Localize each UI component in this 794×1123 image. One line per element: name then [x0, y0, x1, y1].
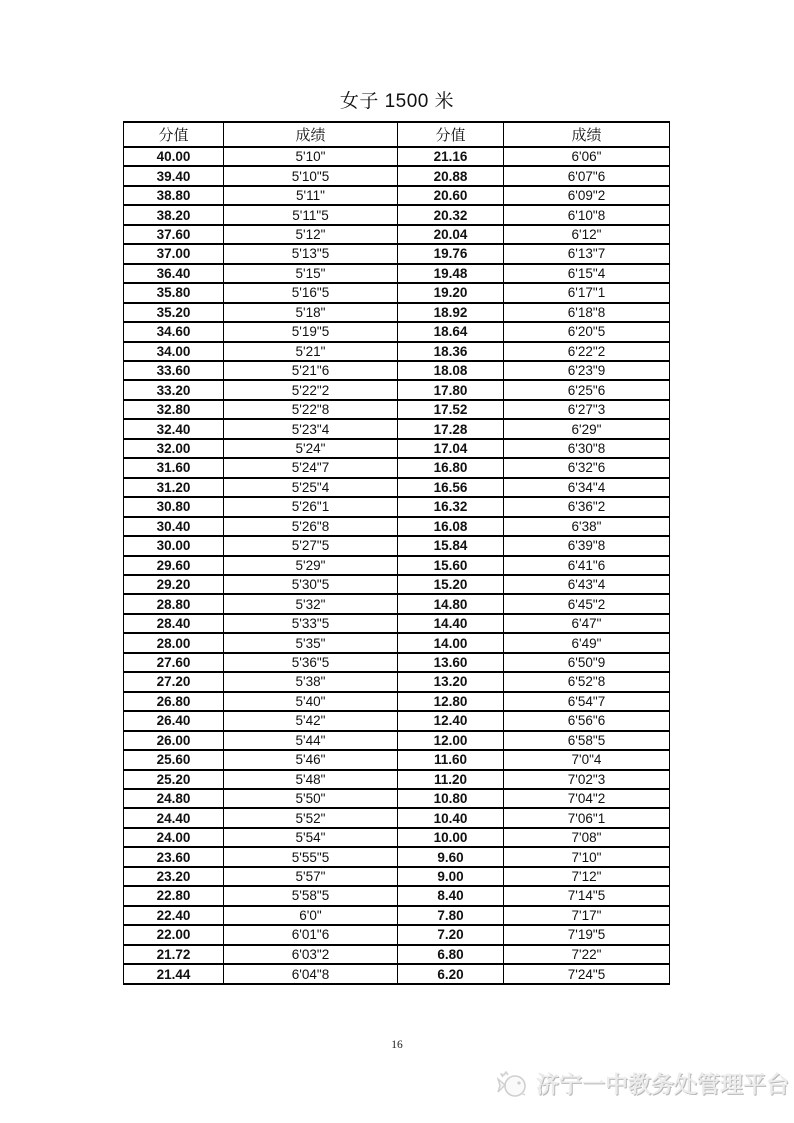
time-cell: 7'14"5 [504, 886, 670, 905]
score-cell: 39.40 [124, 166, 224, 185]
score-cell: 17.28 [398, 419, 504, 438]
table-row [124, 303, 670, 322]
time-cell: 7'10" [504, 847, 670, 866]
score-cell: 32.80 [124, 400, 224, 419]
time-cell: 5'55"5 [224, 847, 398, 866]
column-header-score-2: 分值 [398, 122, 504, 147]
time-cell: 6'03"2 [224, 945, 398, 964]
score-cell: 7.80 [398, 906, 504, 925]
time-cell: 5'10" [224, 147, 398, 166]
score-cell: 28.00 [124, 633, 224, 652]
table-row [124, 867, 670, 886]
score-cell: 13.60 [398, 653, 504, 672]
score-cell: 30.80 [124, 497, 224, 516]
time-cell: 6'45"2 [504, 594, 670, 613]
time-cell: 6'39"8 [504, 536, 670, 555]
score-cell: 22.00 [124, 925, 224, 944]
score-cell: 24.80 [124, 789, 224, 808]
table-row [124, 906, 670, 925]
score-cell: 7.20 [398, 925, 504, 944]
time-cell: 5'25"4 [224, 478, 398, 497]
time-cell: 5'54" [224, 828, 398, 847]
time-cell: 6'56"6 [504, 711, 670, 730]
score-cell: 22.80 [124, 886, 224, 905]
score-cell: 21.16 [398, 147, 504, 166]
time-cell: 5'42" [224, 711, 398, 730]
time-cell: 6'10"8 [504, 205, 670, 224]
table-row [124, 556, 670, 575]
watermark [495, 1069, 789, 1099]
time-cell: 5'21"6 [224, 361, 398, 380]
score-cell: 20.60 [398, 186, 504, 205]
score-cell: 32.40 [124, 419, 224, 438]
time-cell: 6'18"8 [504, 303, 670, 322]
score-cell: 20.04 [398, 225, 504, 244]
score-cell: 15.60 [398, 556, 504, 575]
score-cell: 9.60 [398, 847, 504, 866]
score-table [123, 121, 670, 985]
score-cell: 25.20 [124, 770, 224, 789]
score-cell: 26.40 [124, 711, 224, 730]
table-row [124, 653, 670, 672]
time-cell: 6'0" [224, 906, 398, 925]
table-row [124, 672, 670, 691]
score-cell: 34.60 [124, 322, 224, 341]
score-cell: 32.00 [124, 439, 224, 458]
time-cell: 5'44" [224, 731, 398, 750]
time-cell: 5'13"5 [224, 244, 398, 263]
score-cell: 21.72 [124, 945, 224, 964]
score-cell: 35.20 [124, 303, 224, 322]
table-row [124, 186, 670, 205]
score-cell: 23.20 [124, 867, 224, 886]
table-row [124, 225, 670, 244]
table-row [124, 517, 670, 536]
time-cell: 5'27"5 [224, 536, 398, 555]
score-cell: 37.60 [124, 225, 224, 244]
table-row [124, 886, 670, 905]
score-cell: 10.00 [398, 828, 504, 847]
time-cell: 5'19"5 [224, 322, 398, 341]
time-cell: 5'58"5 [224, 886, 398, 905]
score-cell: 16.32 [398, 497, 504, 516]
time-cell: 6'13"7 [504, 244, 670, 263]
score-cell: 12.80 [398, 692, 504, 711]
time-cell: 7'19"5 [504, 925, 670, 944]
score-cell: 29.60 [124, 556, 224, 575]
time-cell: 5'26"1 [224, 497, 398, 516]
time-cell: 6'04"8 [224, 964, 398, 984]
table-row [124, 945, 670, 964]
score-cell: 20.88 [398, 166, 504, 185]
score-cell: 18.08 [398, 361, 504, 380]
score-cell: 31.60 [124, 458, 224, 477]
time-cell: 6'29" [504, 419, 670, 438]
score-cell: 17.80 [398, 380, 504, 399]
score-cell: 31.20 [124, 478, 224, 497]
time-cell: 6'36"2 [504, 497, 670, 516]
score-cell: 20.32 [398, 205, 504, 224]
time-cell: 6'07"6 [504, 166, 670, 185]
time-cell: 5'33"5 [224, 614, 398, 633]
time-cell: 5'38" [224, 672, 398, 691]
score-cell: 14.40 [398, 614, 504, 633]
time-cell: 5'50" [224, 789, 398, 808]
time-cell: 5'24" [224, 439, 398, 458]
score-cell: 30.40 [124, 517, 224, 536]
time-cell: 5'35" [224, 633, 398, 652]
table-row [124, 380, 670, 399]
score-cell: 29.20 [124, 575, 224, 594]
score-cell: 24.40 [124, 808, 224, 827]
table-row [124, 808, 670, 827]
score-cell: 23.60 [124, 847, 224, 866]
score-cell: 12.40 [398, 711, 504, 730]
time-cell: 7'12" [504, 867, 670, 886]
time-cell: 6'09"2 [504, 186, 670, 205]
score-cell: 27.20 [124, 672, 224, 691]
time-cell: 5'26"8 [224, 517, 398, 536]
time-cell: 5'52" [224, 808, 398, 827]
time-cell: 5'15" [224, 264, 398, 283]
table-row [124, 400, 670, 419]
score-cell: 26.00 [124, 731, 224, 750]
table-row [124, 575, 670, 594]
time-cell: 6'58"5 [504, 731, 670, 750]
table-header-row [124, 122, 670, 147]
score-cell: 16.56 [398, 478, 504, 497]
score-cell: 11.20 [398, 770, 504, 789]
score-cell: 6.20 [398, 964, 504, 984]
time-cell: 6'32"6 [504, 458, 670, 477]
score-cell: 37.00 [124, 244, 224, 263]
time-cell: 5'30"5 [224, 575, 398, 594]
table-row [124, 244, 670, 263]
score-cell: 18.36 [398, 342, 504, 361]
score-cell: 34.00 [124, 342, 224, 361]
time-cell: 6'01"6 [224, 925, 398, 944]
page-title: 女子 1500 米 [339, 91, 455, 112]
table-row [124, 633, 670, 652]
table-row [124, 828, 670, 847]
score-cell: 40.00 [124, 147, 224, 166]
column-header-time-1: 成绩 [224, 122, 398, 147]
time-cell: 5'11"5 [224, 205, 398, 224]
time-cell: 6'54"7 [504, 692, 670, 711]
table-row [124, 497, 670, 516]
score-cell: 14.80 [398, 594, 504, 613]
time-cell: 7'02"3 [504, 770, 670, 789]
time-cell: 5'24"7 [224, 458, 398, 477]
table-row [124, 692, 670, 711]
score-cell: 19.48 [398, 264, 504, 283]
score-cell: 17.52 [398, 400, 504, 419]
time-cell: 6'50"9 [504, 653, 670, 672]
time-cell: 6'27"3 [504, 400, 670, 419]
table-row [124, 614, 670, 633]
score-cell: 22.40 [124, 906, 224, 925]
time-cell: 6'43"4 [504, 575, 670, 594]
score-cell: 14.00 [398, 633, 504, 652]
table-row [124, 925, 670, 944]
time-cell: 6'41"6 [504, 556, 670, 575]
score-cell: 15.20 [398, 575, 504, 594]
table-row [124, 770, 670, 789]
table-row [124, 264, 670, 283]
watermark-text: 济宁一中教务处管理平台 [536, 1070, 789, 1097]
time-cell: 5'57" [224, 867, 398, 886]
time-cell: 6'23"9 [504, 361, 670, 380]
table-row [124, 478, 670, 497]
table-row [124, 322, 670, 341]
time-cell: 6'52"8 [504, 672, 670, 691]
time-cell: 7'06"1 [504, 808, 670, 827]
time-cell: 6'12" [504, 225, 670, 244]
time-cell: 6'22"2 [504, 342, 670, 361]
time-cell: 6'20"5 [504, 322, 670, 341]
time-cell: 7'24"5 [504, 964, 670, 984]
time-cell: 7'17" [504, 906, 670, 925]
column-header-score-1: 分值 [124, 122, 224, 147]
table-row [124, 283, 670, 302]
table-row [124, 147, 670, 166]
time-cell: 5'29" [224, 556, 398, 575]
table-row [124, 789, 670, 808]
table-row [124, 594, 670, 613]
score-cell: 35.80 [124, 283, 224, 302]
score-cell: 8.40 [398, 886, 504, 905]
time-cell: 6'38" [504, 517, 670, 536]
table-row [124, 731, 670, 750]
score-cell: 26.80 [124, 692, 224, 711]
score-cell: 9.00 [398, 867, 504, 886]
time-cell: 6'17"1 [504, 283, 670, 302]
score-cell: 11.60 [398, 750, 504, 769]
time-cell: 5'21" [224, 342, 398, 361]
table-row [124, 536, 670, 555]
time-cell: 7'0"4 [504, 750, 670, 769]
table-body [124, 147, 670, 984]
score-cell: 28.80 [124, 594, 224, 613]
page-number: 16 [391, 1039, 403, 1051]
time-cell: 5'10"5 [224, 166, 398, 185]
score-cell: 12.00 [398, 731, 504, 750]
time-cell: 5'12" [224, 225, 398, 244]
time-cell: 5'23"4 [224, 419, 398, 438]
table-row [124, 166, 670, 185]
time-cell: 7'22" [504, 945, 670, 964]
score-cell: 36.40 [124, 264, 224, 283]
score-cell: 30.00 [124, 536, 224, 555]
score-cell: 24.00 [124, 828, 224, 847]
table-row [124, 439, 670, 458]
time-cell: 6'47" [504, 614, 670, 633]
time-cell: 5'22"8 [224, 400, 398, 419]
score-cell: 27.60 [124, 653, 224, 672]
time-cell: 5'16"5 [224, 283, 398, 302]
score-cell: 16.80 [398, 458, 504, 477]
score-cell: 10.40 [398, 808, 504, 827]
score-cell: 10.80 [398, 789, 504, 808]
score-cell: 17.04 [398, 439, 504, 458]
score-cell: 15.84 [398, 536, 504, 555]
time-cell: 7'08" [504, 828, 670, 847]
table-row [124, 342, 670, 361]
score-cell: 21.44 [124, 964, 224, 984]
column-header-time-2: 成绩 [504, 122, 670, 147]
time-cell: 6'25"6 [504, 380, 670, 399]
time-cell: 5'22"2 [224, 380, 398, 399]
time-cell: 6'30"8 [504, 439, 670, 458]
fish-logo-icon [495, 1069, 531, 1099]
time-cell: 5'40" [224, 692, 398, 711]
score-cell: 6.80 [398, 945, 504, 964]
time-cell: 5'11" [224, 186, 398, 205]
table-row [124, 458, 670, 477]
table-row [124, 847, 670, 866]
time-cell: 5'36"5 [224, 653, 398, 672]
time-cell: 5'18" [224, 303, 398, 322]
score-cell: 25.60 [124, 750, 224, 769]
time-cell: 6'06" [504, 147, 670, 166]
time-cell: 6'34"4 [504, 478, 670, 497]
table-row [124, 711, 670, 730]
score-cell: 16.08 [398, 517, 504, 536]
score-cell: 19.76 [398, 244, 504, 263]
table-row [124, 419, 670, 438]
time-cell: 6'49" [504, 633, 670, 652]
time-cell: 7'04"2 [504, 789, 670, 808]
table-row [124, 964, 670, 984]
score-cell: 33.20 [124, 380, 224, 399]
score-cell: 38.80 [124, 186, 224, 205]
time-cell: 5'32" [224, 594, 398, 613]
table-row [124, 750, 670, 769]
score-cell: 19.20 [398, 283, 504, 302]
table-row [124, 205, 670, 224]
score-cell: 18.64 [398, 322, 504, 341]
score-cell: 18.92 [398, 303, 504, 322]
time-cell: 5'46" [224, 750, 398, 769]
score-cell: 38.20 [124, 205, 224, 224]
time-cell: 6'15"4 [504, 264, 670, 283]
score-cell: 28.40 [124, 614, 224, 633]
time-cell: 5'48" [224, 770, 398, 789]
score-cell: 13.20 [398, 672, 504, 691]
score-cell: 33.60 [124, 361, 224, 380]
table-row [124, 361, 670, 380]
